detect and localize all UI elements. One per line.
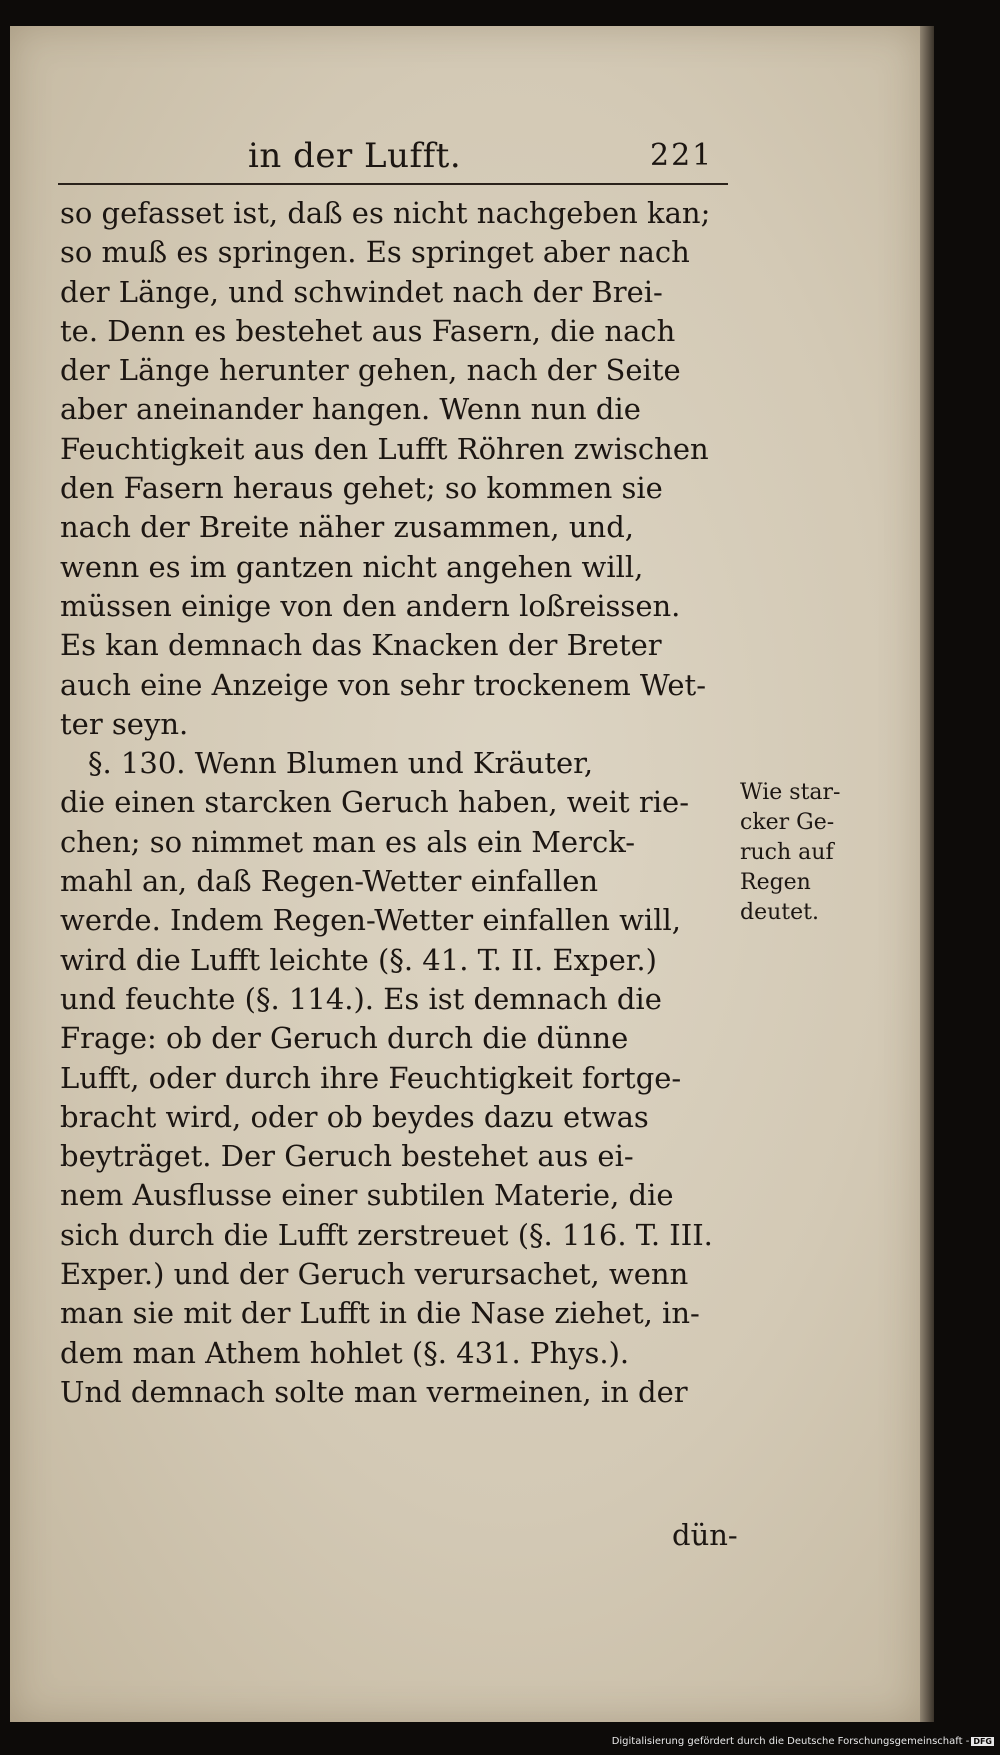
- text-line: mahl an, daß Regen-Wetter einfallen: [60, 864, 599, 899]
- text-line: chen; so nimmet man es als ein Merck-: [60, 824, 636, 859]
- text-line: Lufft, oder durch ihre Feuchtigkeit fortge-: [60, 1060, 682, 1095]
- catchword: dün-: [672, 1518, 738, 1552]
- digitization-credit: [612, 1736, 994, 1747]
- text-line: wenn es im gantzen nicht angehen will,: [60, 549, 644, 584]
- margin-note: [740, 778, 840, 928]
- text-line: werde. Indem Regen-Wetter einfallen will,: [60, 903, 681, 938]
- text-line: sich durch die Lufft zerstreuet (§. 116. T. III.: [60, 1217, 713, 1252]
- text-line: so gefasset ist, daß es nicht nachgeben kan;: [60, 196, 711, 230]
- text-line: Es kan demnach das Knacken der Breter: [60, 628, 662, 663]
- text-line: den Fasern heraus gehet; so kommen sie: [60, 471, 663, 506]
- text-line: Feuchtigkeit aus den Lufft Röhren zwischen: [60, 431, 709, 466]
- text-line: aber aneinander hangen. Wenn nun die: [60, 392, 641, 427]
- text-line: Und demnach solte man vermeinen, in der: [60, 1374, 688, 1409]
- text-line: die einen starcken Geruch haben, weit rie-: [60, 785, 689, 820]
- text-line: nach der Breite näher zusammen, und,: [60, 510, 634, 545]
- section-start-line: §. 130. Wenn Blumen und Kräuter,: [88, 746, 594, 781]
- text-line: wird die Lufft leichte (§. 41. T. II. Exper.): [60, 942, 657, 977]
- body-text: [60, 194, 740, 1412]
- text-line: man sie mit der Lufft in die Nase ziehet, in-: [60, 1296, 700, 1331]
- text-line: ter seyn.: [60, 706, 189, 741]
- book-spine-edge: [920, 26, 934, 1722]
- margin-note-line: deutet.: [740, 900, 819, 925]
- running-head: in der Lufft.: [248, 136, 462, 176]
- text-line: der Länge, und schwindet nach der Brei-: [60, 274, 663, 309]
- book-page: [10, 26, 920, 1722]
- text-line: te. Denn es bestehet aus Fasern, die nach: [60, 313, 676, 348]
- dfg-logo: DFG: [973, 1737, 992, 1746]
- text-line: Frage: ob der Geruch durch die dünne: [60, 1021, 629, 1056]
- margin-note-line: Wie star-: [740, 780, 841, 805]
- credit-text: Digitalisierung gefördert durch die Deutsche Forschungsgemeinschaft -: [611, 1736, 970, 1747]
- text-line: so muß es springen. Es springet aber nach: [60, 235, 690, 270]
- text-line: nem Ausflusse einer subtilen Materie, die: [60, 1178, 674, 1213]
- text-line: der Länge herunter gehen, nach der Seite: [60, 353, 681, 388]
- text-line: bracht wird, oder ob beydes dazu etwas: [60, 1099, 649, 1134]
- text-line: dem man Athem hohlet (§. 431. Phys.).: [60, 1335, 630, 1370]
- margin-note-line: Regen: [740, 870, 811, 895]
- text-line: Exper.) und der Geruch verursachet, wenn: [60, 1257, 689, 1292]
- margin-note-line: cker Ge-: [740, 810, 835, 835]
- text-line: und feuchte (§. 114.). Es ist demnach die: [60, 981, 662, 1016]
- page-number: 221: [650, 138, 714, 173]
- text-line: auch eine Anzeige von sehr trockenem Wet-: [60, 667, 706, 702]
- margin-note-line: ruch auf: [740, 840, 834, 865]
- text-line: beyträget. Der Geruch bestehet aus ei-: [60, 1139, 634, 1174]
- header-rule: [58, 183, 728, 185]
- text-line: müssen einige von den andern loßreissen.: [60, 588, 681, 623]
